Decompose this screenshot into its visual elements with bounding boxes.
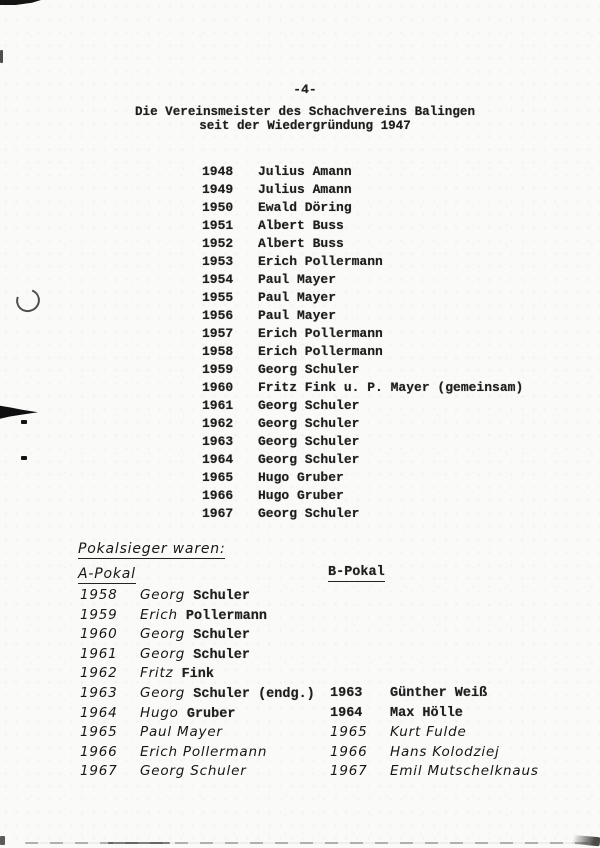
- name-cell: Hugo Gruber: [258, 470, 344, 485]
- list-item: [202, 469, 562, 487]
- year-cell: 1951: [202, 218, 234, 233]
- document-title: [5, 106, 600, 133]
- name-hand-part: Erich: [140, 606, 178, 623]
- name-cell: Georg Schuler: [258, 416, 360, 431]
- name-cell: [140, 606, 267, 626]
- name-cell: [390, 743, 500, 763]
- year-cell: 1967: [80, 763, 118, 780]
- list-item: [330, 684, 600, 704]
- year-cell: 1963: [202, 434, 234, 449]
- year-cell: 1965: [330, 724, 368, 741]
- year-cell: 1959: [202, 362, 234, 377]
- name-typed-part: Max Hölle: [390, 705, 463, 721]
- scan-artifact-left-tick: [0, 50, 3, 63]
- name-typed-part: Schuler: [193, 628, 250, 644]
- year-cell: 1961: [202, 398, 234, 413]
- name-cell: Georg Schuler: [258, 362, 360, 377]
- year-cell: 1948: [202, 164, 234, 179]
- title-line-2: seit der Wiedergründung 1947: [199, 118, 411, 133]
- name-cell: Ewald Döring: [258, 200, 352, 215]
- year-cell: 1957: [202, 326, 234, 341]
- name-cell: Georg Schuler: [258, 452, 360, 467]
- year-cell: 1967: [202, 506, 234, 521]
- name-cell: [140, 684, 315, 704]
- year-cell: 1949: [202, 182, 234, 197]
- a-pokal-heading-text: A-Pokal: [78, 566, 136, 582]
- name-cell: Fritz Fink u. P. Mayer (gemeinsam): [258, 380, 524, 395]
- year-cell: 1961: [80, 645, 118, 662]
- year-cell: 1966: [330, 743, 368, 760]
- scan-artifact-top-edge: [0, 0, 41, 5]
- name-cell: [140, 664, 214, 684]
- list-item: [202, 505, 562, 523]
- year-cell: 1958: [202, 344, 234, 359]
- name-hand-part: Fritz: [140, 665, 174, 682]
- name-hand-part: Emil Mutschelknaus: [390, 763, 539, 780]
- year-cell: 1966: [80, 743, 118, 760]
- name-cell: [140, 743, 267, 763]
- name-cell: Paul Mayer: [258, 308, 337, 323]
- list-item: [202, 199, 562, 217]
- name-cell: [140, 586, 250, 606]
- scan-artifact-bottom-left-mark: [0, 836, 5, 845]
- b-pokal-list: [330, 684, 600, 782]
- name-hand-part: Hugo: [140, 704, 179, 721]
- punch-hole-mark: [12, 285, 43, 316]
- list-item: [202, 325, 562, 343]
- year-cell: 1967: [330, 763, 368, 780]
- name-hand-part: Paul Mayer: [140, 724, 223, 741]
- page-number: -4-: [293, 82, 317, 97]
- title-line-1: Die Vereinsmeister des Schachvereins Balingen: [134, 105, 476, 119]
- name-typed-part: Gruber: [186, 706, 236, 722]
- list-item: [202, 289, 562, 307]
- name-hand-part: Georg Schuler: [140, 763, 247, 780]
- year-cell: 1956: [202, 308, 234, 323]
- list-item: [202, 433, 562, 451]
- name-cell: [140, 704, 235, 724]
- name-cell: Erich Pollermann: [258, 326, 383, 341]
- list-item: [202, 181, 562, 199]
- name-hand-part: Georg: [140, 587, 186, 603]
- name-cell: Albert Buss: [258, 236, 344, 251]
- year-cell: 1963: [80, 684, 118, 701]
- list-item: [80, 645, 410, 665]
- list-item: [202, 343, 562, 361]
- year-cell: 1960: [80, 626, 118, 643]
- name-typed-part: Günther Weiß: [390, 686, 488, 701]
- list-item: [202, 307, 562, 325]
- name-typed-part: Pollermann: [185, 608, 267, 624]
- name-hand-part: Kurt Fulde: [390, 724, 467, 741]
- name-cell: Erich Pollermann: [258, 254, 383, 269]
- a-pokal-heading: [78, 566, 136, 584]
- list-item: [202, 361, 562, 379]
- list-item: [202, 379, 562, 397]
- name-cell: Julius Amann: [258, 182, 352, 197]
- list-item: [330, 743, 600, 763]
- name-typed-part: Fink: [181, 667, 214, 683]
- name-hand-part: Georg: [140, 684, 186, 701]
- name-cell: Albert Buss: [258, 218, 344, 233]
- list-item: [202, 163, 562, 181]
- list-item: [202, 253, 562, 271]
- name-cell: [390, 762, 539, 782]
- scan-artifact-bottom-right-blob: [570, 835, 600, 847]
- scan-artifact-bottom-edge-dark-segment: [108, 842, 170, 845]
- name-cell: [390, 704, 463, 724]
- name-typed-part: Schuler: [193, 647, 250, 663]
- name-cell: Georg Schuler: [258, 506, 360, 521]
- year-cell: 1965: [202, 470, 234, 485]
- name-cell: Julius Amann: [258, 164, 352, 179]
- ink-dot: [21, 420, 27, 424]
- year-cell: 1965: [80, 724, 118, 741]
- name-cell: Georg Schuler: [258, 434, 360, 449]
- list-item: [330, 704, 600, 724]
- list-item: [80, 625, 410, 645]
- name-cell: Erich Pollermann: [258, 344, 383, 359]
- list-item: [202, 235, 562, 253]
- name-cell: Paul Mayer: [258, 272, 337, 287]
- year-cell: 1950: [202, 200, 234, 215]
- year-cell: 1966: [202, 488, 234, 503]
- year-cell: 1959: [80, 606, 118, 623]
- year-cell: 1954: [202, 272, 234, 287]
- list-item: [202, 217, 562, 235]
- year-cell: 1963: [330, 686, 363, 701]
- name-cell: [140, 762, 247, 782]
- cup-winners-heading: [78, 541, 225, 559]
- list-item: [202, 487, 562, 505]
- year-cell: 1964: [202, 452, 234, 467]
- name-hand-part: Georg: [140, 626, 186, 643]
- b-pokal-heading-text: B-Pokal: [328, 565, 385, 580]
- b-pokal-heading: [328, 565, 385, 582]
- list-item: [202, 451, 562, 469]
- list-item: [202, 271, 562, 289]
- list-item: [80, 606, 410, 626]
- name-cell: Georg Schuler: [258, 398, 360, 413]
- year-cell: 1960: [202, 380, 234, 395]
- name-cell: [390, 684, 487, 704]
- name-cell: [140, 723, 223, 743]
- year-cell: 1958: [80, 587, 118, 603]
- list-item: [202, 415, 562, 433]
- year-cell: 1962: [80, 665, 118, 682]
- year-cell: 1953: [202, 254, 234, 269]
- name-cell: Hugo Gruber: [258, 488, 344, 503]
- name-typed-part: Schuler: [193, 589, 250, 604]
- name-cell: [390, 723, 467, 743]
- list-item: [330, 762, 600, 782]
- year-cell: 1964: [80, 704, 118, 721]
- name-hand-part: Erich Pollermann: [140, 743, 268, 760]
- name-cell: [140, 645, 250, 665]
- name-cell: [140, 625, 250, 645]
- champions-list: [202, 163, 562, 523]
- name-cell: Paul Mayer: [258, 290, 337, 305]
- cup-winners-heading-text: Pokalsieger waren:: [78, 541, 226, 557]
- list-item: [80, 586, 410, 606]
- name-hand-part: Georg: [140, 645, 186, 662]
- list-item: [80, 664, 410, 684]
- name-hand-part: Hans Kolodziej: [390, 743, 500, 760]
- name-typed-part: Schuler (endg.): [193, 686, 315, 702]
- list-item: [330, 723, 600, 743]
- year-cell: 1952: [202, 236, 234, 251]
- year-cell: 1964: [330, 705, 363, 721]
- ink-dot: [21, 456, 27, 460]
- ink-smudge: [0, 405, 38, 419]
- year-cell: 1955: [202, 290, 234, 305]
- year-cell: 1962: [202, 416, 234, 431]
- list-item: [202, 397, 562, 415]
